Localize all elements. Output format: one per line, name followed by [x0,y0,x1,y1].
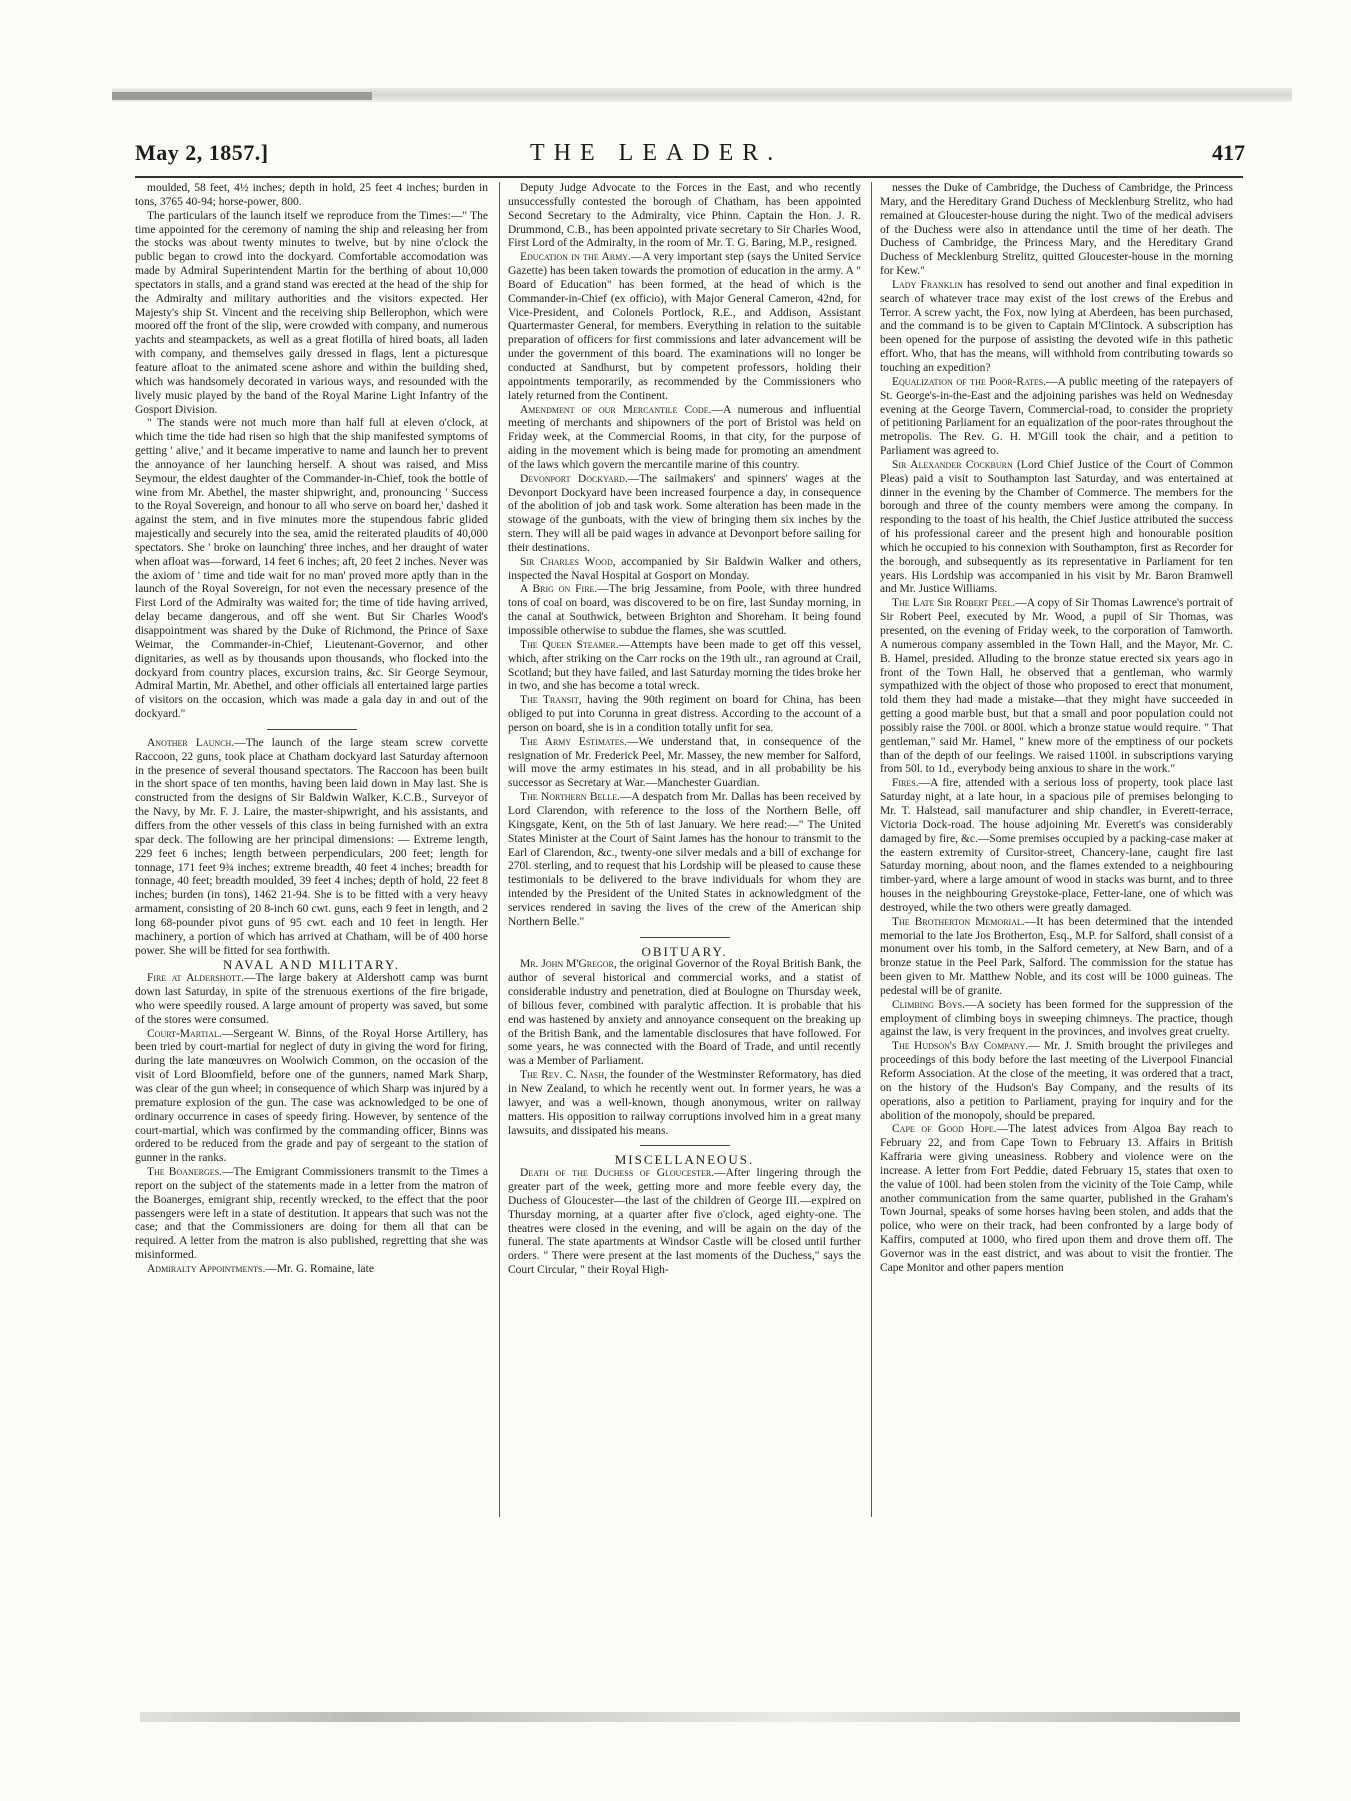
article-paragraph [508,736,861,791]
article-paragraph [880,459,1233,597]
article-text: (Lord Chief Justice of the Court of Common Pleas) paid a visit to Southampton last Saturday, and was entertained at dinner in the evening by the Chamber of Commerce. The members for the borough and three of the county members were among the company. In responding to the toast of his health, the Chief Justice attributed the success of his professional career and the present high and honourable position which he occupied to his connexion with Southampton, first as Recorder for the borough, and subsequently as its representative in Parliament for ten years. His Lordship was accompanied in his visit by Mr. Baron Bramwell and Mr. Justice Williams. [880,458,1233,596]
article-paragraph [135,182,488,210]
article-text: —A fire, attended with a serious loss of property, took place last Saturday night, at a late hour, in a spacious pile of premises belonging to Mr. T. Halstead, sail manufacturer and ship chandler, in Everett-terrace, Victoria Dock-road. The house adjoining Mr. Everett's was considerably damaged by fire, &c.—Some premises occupied by a packing-case maker at the eastern extremity of Cursitor-street, Chancery-lane, caught fire last Saturday morning, about noon, and the flames extended to a neighbouring timber-yard, where a large amount of wood in stacks was burnt, and to three houses in the neighbouring Greystoke-place, Fetter-lane, one of which was destroyed, while the two others were greatly damaged. [880,777,1233,914]
article-lead: Sir Charles Wood, [520,555,616,568]
article-text: —A public meeting of the ratepayers of St. George's-in-the-East and the adjoining parishes was held on Wednesday evening at the George Tavern, Commercial-road, to consider the propriety of petitioning Parliament for an equalization of the poor-rates throughout the metropolis. The Rev. G. H. M'Gill took the chair, and a petition to Parliament was agreed to. [880,375,1233,458]
article-lead: Education in the Army. [520,251,631,264]
article-lead: Amendment of our Mercantile Code. [520,403,712,416]
article-lead: Fires. [892,777,919,790]
bottom-scan-band [140,1712,1240,1722]
article-paragraph [880,279,1233,376]
article-lead: Devonport Dockyard. [520,472,628,485]
article-text: —Mr. G. Romaine, late [265,1262,374,1275]
article-text: —The brig Jessamine, from Poole, with three hundred tons of coal on board, was discovered to be on fire, last Sunday morning, in the canal at Southwick, between Brighton and Shoreham. It being found impossible otherwise to subdue the flames, she was scuttled. [508,583,861,637]
article-paragraph [135,737,488,959]
article-text: Deputy Judge Advocate to the Forces in the East, and who recently unsuccessfully contested the borough of Chatham, has been appointed Second Secretary to the Admiralty, vice Phinn. Captain the Hon. J. R. Drummond, C.B., has been appointed private secretary to Sir Charles Wood, First Lord of the Admiralty, in the room of Mr. T. G. Baring, M.P., resigned. [508,182,861,250]
article-paragraph [508,639,861,694]
article-text: —A copy of Sir Thomas Lawrence's portrait of Sir Robert Peel, executed by Mr. Wood, a pupil of Sir Thomas, was presented, on the evening of Friday week, to the corporation of Tamworth. A numerous company assembled in the Town Hall, and the Mayor, Mr. C. B. Hamel, presided. Alluding to the bronze statue erected six years ago in front of the Town Hall, he observed that a gentleman, who warmly sympathized with the object of those who proposed to erect that monument, told them they had made a mistake—that they might have succeeded in getting a good marble bust, but that a small and poor population could not possibly raise the 700l. or 800l. which a bronze statue would require. " That gentleman," said Mr. Hamel, " knew more of the emptiness of our pockets than of the depth of our feelings. We raised 1100l. in subscriptions varying from 50l. to 1d., everybody being anxious to share in the work." [880,597,1233,776]
article-lead: Fire at Aldershott. [147,972,244,985]
article-text: accompanied by Sir Baldwin Walker and others, inspected the Naval Hospital at Gosport on Monday. [508,555,861,582]
header-rule [135,176,1243,178]
article-text: —It has been determined that the intended memorial to the late Jos Brotherton, Esq., M.P. for Salford, shall consist of a monument over his tomb, in the Salford cemetery, at New Barn, and of a bronze statue in the Peel Park, Salford. The commission for the statue has been given to Mr. Matthew Noble, and its cost will be 1000 guineas. The pedestal will be of granite. [880,915,1233,997]
article-text: having the 90th regiment on board for China, has been obliged to put into Corunna in great distress. According to the account of a person on board, she is in a condition totally unfit for sea. [508,694,861,734]
article-paragraph [135,1263,488,1277]
page-number: 417 [1212,140,1245,165]
column-divider [871,182,872,1517]
article-paragraph [135,417,488,722]
section-heading: OBITUARY. [641,943,728,959]
article-text: —Attempts have been made to get off this vessel, which, after striking on the Carr rocks on the 19th ult., ran aground at Crail, Scotland; but they have failed, and last Saturday morning the tides broke her in two, and she has become a total wreck. [508,638,861,693]
article-text: — Mr. J. Smith brought the privileges and proceedings of this body before the last meeting of the Liverpool Financial Reform Association. At the close of the meeting, it was ordered that a tract, on the history of the Hudson's Bay Company, and the results of its operations, also a petition to Parliament, praying for inquiry and for the abolition of the monopoly, should be prepared. [880,1040,1233,1122]
column-1 [135,182,488,1517]
article-lead: Climbing Boys. [892,998,965,1011]
article-lead: Equalization of the Poor-Rates. [892,375,1047,388]
article-paragraph [135,972,488,1027]
article-text: —A numerous and influential meeting of merchants and shipowners of the port of Bristol was held on Friday week, at the Commercial Rooms, in that city, for the purpose of aiding in the movement which is being made for promoting an amendment of the laws which govern the mercantile marine of this country. [508,403,861,471]
top-scan-band [112,88,1292,102]
article-paragraph [880,597,1233,777]
article-paragraph [880,777,1233,915]
article-paragraph [880,999,1233,1041]
article-paragraph [508,791,861,929]
article-text: —The Emigrant Commissioners transmit to the Times a report on the subject of the statements made in a letter from the matron of the Boanerges, emigrant ship, recently wrecked, to the effect that the poor passengers were left in a state of destitution. It appears that such was not the case; and that the Commissioners are doing for them all that can be required. A letter from the matron is also published, regretting that she was misinformed. [135,1166,488,1262]
article-lead: The Queen Steamer. [520,638,619,651]
article-text: The particulars of the launch itself we reproduce from the Times:—" The time appointed for the ceremony of naming the ship and releasing her from the stocks was about twenty minutes to twelve, but by nine o'clock the public began to crowd into the dockyard. Comfortable accomodation was made by Admiral Superintendent Martin for the berthing of about 10,000 spectators in stalls, and a grand stand was erected at the head of the ship for the Admiralty and military authorities and the visitors expected. Her Majesty's ship St. Vincent and the receiving ship Bellerophon, which were moored off the front of the slip, were crowded with company, and numerous yachts and steampackets, as well as a great flotilla of hired boats, all laden with company, and themselves gaily dressed in flags, lent a picturesque feature afloat to the animated scene ashore and within the building shed, which was handsomely decorated in various ways, and resounded with the lively music played by the band of the Royal Marine Light Infantry of the Gosport Division. [135,209,488,416]
article-text: the founder of the Westminster Reformatory, has died in New Zealand, to which he recently went out. In former years, he was a lawyer, and was a well-known, though anonymous, writer on railway matters. His opposition to railway corruptions involved him in a great many lawsuits, and dissipated his means. [508,1069,861,1137]
article-text: " The stands were not much more than half full at eleven o'clock, at which time the tide had risen so high that the ship manifested symptoms of getting ' alive,' and it became imperative to name and launch her to prevent the annoyance of her launching herself. A shout was raised, and Miss Seymour, the eldest daughter of the Commander-in-Chief, took the bottle of wine from Mr. Abethel, the master shipwright, and, pronouncing ' Success to the Royal Sovereign, and honour to all who serve on board her,' dashed it against the stem, and in five minutes more the stupendous fabric glided majestically and securely into the sea, amid the reiterated plaudits of 40,000 spectators. She ' broke on launching' three inches, and her draught of water when afloat was—forward, 14 feet 6 inches; aft, 20 feet 2 inches. Never was the axiom of ' time and tide wait for no man' proved more aptly than in the launch of the Royal Sovereign, for not even the necessary presence of the First Lord of the Admiralty was waited for; the time of tide having arrived, delay became dangerous, and off she went. But Sir Charles Wood's disappointment was shared by the Duke of Richmond, the Prince of Saxe Weimar, the Commander-in-Chief, Lieutenant-Governor, and other dignitaries, as well as by thousands upon thousands, who flocked into the dockyard from country places, excursion trains, &c. Sir George Seymour, Admiral Martin, Mr. Abethel, and other officials all entertained large parties of visitors on the occasion, which was made a gala day in and out of the dockyard." [135,417,488,721]
article-lead: The Northern Belle. [520,791,620,804]
article-text: —The large bakery at Aldershott camp was burnt down last Saturday, in spite of the strenuous exertions of the fire brigade, who were speedily roused. A large amount of property was saved, but some of the stores were consumed. [135,972,488,1026]
section-heading: NAVAL AND MILITARY. [223,957,400,973]
article-text: —The sailmakers' and spinners' wages at the Devonport Dockyard have been increased fourpence a day, in consequence of the abolition of job and task work. Some alteration has been made in the stowage of the gunboats, with the view of bringing them six inches by the stern. They will all be paid wages in advance at Devonport before sailing for their destinations. [508,472,861,554]
article-lead: The Brotherton Memorial. [892,915,1025,928]
article-text: —After lingering through the greater part of the week, getting more and more feeble every day, the Duchess of Gloucester—the last of the children of George III.—expired on Thursday morning, at a quarter after five o'clock, aged eighty-one. The theatres were closed in the evening, and will be again on the day of the funeral. The state apartments at Windsor Castle will be closed until further orders. " There were present at the last moments of the Duchess," says the Court Circular, " their Royal High- [508,1167,861,1277]
issue-date: May 2, 1857.] [135,140,269,165]
article-text: —Sergeant W. Binns, of the Royal Horse Artillery, has been tried by court-martial for neglect of duty in giving the word for firing, during the late manœuvres on Woolwich Common, on the occasion of the visit of Lord Bloomfield, before one of the gunners, named Mark Sharp, was clear of the gun wheel; in consequence of which Sharp was injured by a premature explosion of the gun. The case was acknowledged to be one of ordinary occurrence in cases of speedy firing. However, by sentence of the court-martial, which was confirmed by the commanding officer, Binns was ordered to be reduced from the grade and pay of sergeant to the station of gunner in the ranks. [135,1027,488,1165]
article-paragraph [135,1166,488,1263]
article-paragraph [508,694,861,736]
article-lead: Mr. John M'Gregor, [520,958,617,971]
page-header [135,140,1245,174]
article-lead: Another Launch. [147,736,235,749]
newspaper-title: THE LEADER. [530,140,783,166]
article-lead: The Late Sir Robert Peel. [892,597,1016,610]
article-paragraph [508,473,861,556]
section-rule [640,1145,730,1146]
article-lead: Death of the Duchess of Gloucester. [520,1167,715,1180]
article-paragraph [880,182,1233,279]
article-paragraph [880,1040,1233,1123]
article-text: moulded, 58 feet, 4½ inches; depth in hold, 25 feet 4 inches; burden in tons, 3765 40-94; horse-power, 800. [135,182,488,208]
section-rule [640,937,730,938]
article-lead: The Transit, [520,694,582,707]
article-lead: A Brig on Fire. [520,583,598,596]
section-heading: MISCELLANEOUS. [614,1152,755,1168]
article-paragraph [880,376,1233,459]
column-3 [880,182,1233,1517]
article-lead: The Army Estimates. [520,735,627,748]
article-paragraph [508,182,861,251]
article-paragraph [880,916,1233,999]
article-text: the original Governor of the Royal British Bank, the author of several historical and commercial works, and a statist of considerable industry and penetration, died at Boulogne on Thursday week, of bilious fever, combined with paralytic affection. It is probable that his end was hastened by anxiety and annoyance consequent on the breaking up of the British Bank, and the lamentable disclosures that have followed. For some years, he was connected with the Board of Trade, and until recently was a Member of Parliament. [508,958,861,1068]
article-text: —The latest advices from Algoa Bay reach to February 22, and from Cape Town to February 13. Affairs in British Kaffraria were giving uneasiness. Robbery and violence were on the increase. A letter from Fort Peddie, dated February 15, states that oxen to the value of 100l. had been stolen from the vicinity of the Toie Camp, while another communication from the same quarter, published in the Graham's Town Journal, speaks of some horses having been stolen, and adds that the police, who were on their track, had been confronted by a large body of Kaffirs, computed at 1000, who fired upon them and drove them off. The Governor was in the east district, and was about to visit the frontier. The Cape Monitor and other papers mention [880,1123,1233,1274]
article-lead: Court-Martial. [147,1027,222,1040]
article-paragraph [880,1123,1233,1275]
article-paragraph [508,404,861,473]
article-paragraph [508,1167,861,1278]
article-text: —A society has been formed for the suppression of the employment of climbing boys in sweeping chimneys. The practice, though against the law, is very frequent in the provinces, and involves great cruelty. [880,998,1233,1039]
article-lead: The Boanerges. [147,1166,222,1179]
article-text: nesses the Duke of Cambridge, the Duchess of Cambridge, the Princess Mary, and the Hereditary Grand Duchess of Mecklenburg Strelitz, who had remained at Gloucester-house during the night. Two of the medical advisers of the Duchess were also in attendance until the time of her death. The Duchess of Cambridge, the Princess Mary, and the Hereditary Grand Duchess of Mecklenburg Strelitz, quitted Gloucester-house in the morning for Kew." [880,182,1233,278]
article-text: —A despatch from Mr. Dallas has been received by Lord Clarendon, with reference to the loss of the Northern Belle, off Kingsgate, Kent, on the 5th of last January. We here read:—" The United States Minister at the Court of Saint James has the honour to transmit to the Earl of Clarendon, &c., twenty-one silver medals and a bill of exchange for 270l. sterling, and to request that his Lordship will be pleased to cause these testimonials to be delivered to the brave individuals for whom they are intended by the President of the United States in acknowledgment of the services rendered in saving the lives of the crew of the American ship Northern Belle." [508,791,861,928]
article-paragraph [508,583,861,638]
article-lead: The Hudson's Bay Company. [892,1040,1029,1053]
article-lead: Cape of Good Hope. [892,1123,997,1136]
article-text: has resolved to send out another and final expedition in search of whatever trace may exist of the lost crews of the Erebus and Terror. A screw yacht, the Fox, now lying at Aberdeen, has been purchased, and the command is to be given to Captain M'Clintock. A subscription has been opened for the purpose of assisting the devoted wife in this pathetic effort. Who, that has the means, will withhold from contributing towards so touching an expedition? [880,278,1233,374]
section-rule [267,729,357,730]
article-text: —The launch of the large steam screw corvette Raccoon, 22 guns, took place at Chatham dockyard last Saturday afternoon in the presence of several thousand spectators. The Raccoon has been built in the short space of ten months, having been laid down in May last. She is constructed from the designs of Sir Baldwin Walker, K.C.B., Surveyor of the Navy, by Mr. F. J. Laire, the master-shipwright, and his assistants, and differs from the other vessels of this class in being furnished with an extra spar deck. The following are her principal dimensions: — Extreme length, 229 feet 6 inches; length between perpendiculars, 200 feet; length for tonnage, 171 feet 9¾ inches; extreme breadth, 40 feet 4 inches; breadth for tonnage, 40 feet; breadth moulded, 39 feet 4 inches; depth of hold, 22 feet 8 inches; burden (in tons), 1462 21-94. She is to be fitted with a very heavy armament, consisting of 20 8-inch 60 cwt. guns, each 9 feet in length, and 2 long 68-pounder pivot guns of 95 cwt. each and 10 feet in length. Her machinery, a portion of which has arrived at Chatham, will be of 400 horse power. She will be fitted for sea forthwith. [135,736,488,957]
article-lead: Lady Franklin [892,278,963,291]
article-paragraph [135,210,488,418]
article-paragraph [508,251,861,403]
article-paragraph [508,1069,861,1138]
article-lead: Sir Alexander Cockburn [892,458,1013,471]
article-paragraph [508,958,861,1069]
article-paragraph [508,556,861,584]
article-lead: Admiralty Appointments. [147,1262,266,1275]
article-paragraph [135,1028,488,1166]
column-divider [499,182,500,1517]
article-text: —We understand that, in consequence of the resignation of Mr. Frederick Peel, Mr. Massey, the new member for Salford, will move the army estimates in his stead, and in all probability be his successor as Secretary at War.—Manchester Guardian. [508,735,861,790]
article-text: —A very important step (says the United Service Gazette) has been taken towards the promotion of education in the army. A " Board of Education" has been formed, at the head of which is the Commander-in-Chief (ex officio), with Major General Cameron, 42nd, for Vice-President, and Colonels Portlock, R.E., and Addison, Assistant Quartermaster General, for members. Everything in relation to the suitable preparation of officers for first commissions and later advancement will be under the government of this board. The examinations will no longer be conducted at Sandhurst, but by competent professors, holding their appointments temporarily, as recommended by the Commissioners who lately returned from the Continent. [508,251,861,402]
article-lead: The Rev. C. Nash, [520,1069,607,1082]
column-2 [508,182,861,1517]
